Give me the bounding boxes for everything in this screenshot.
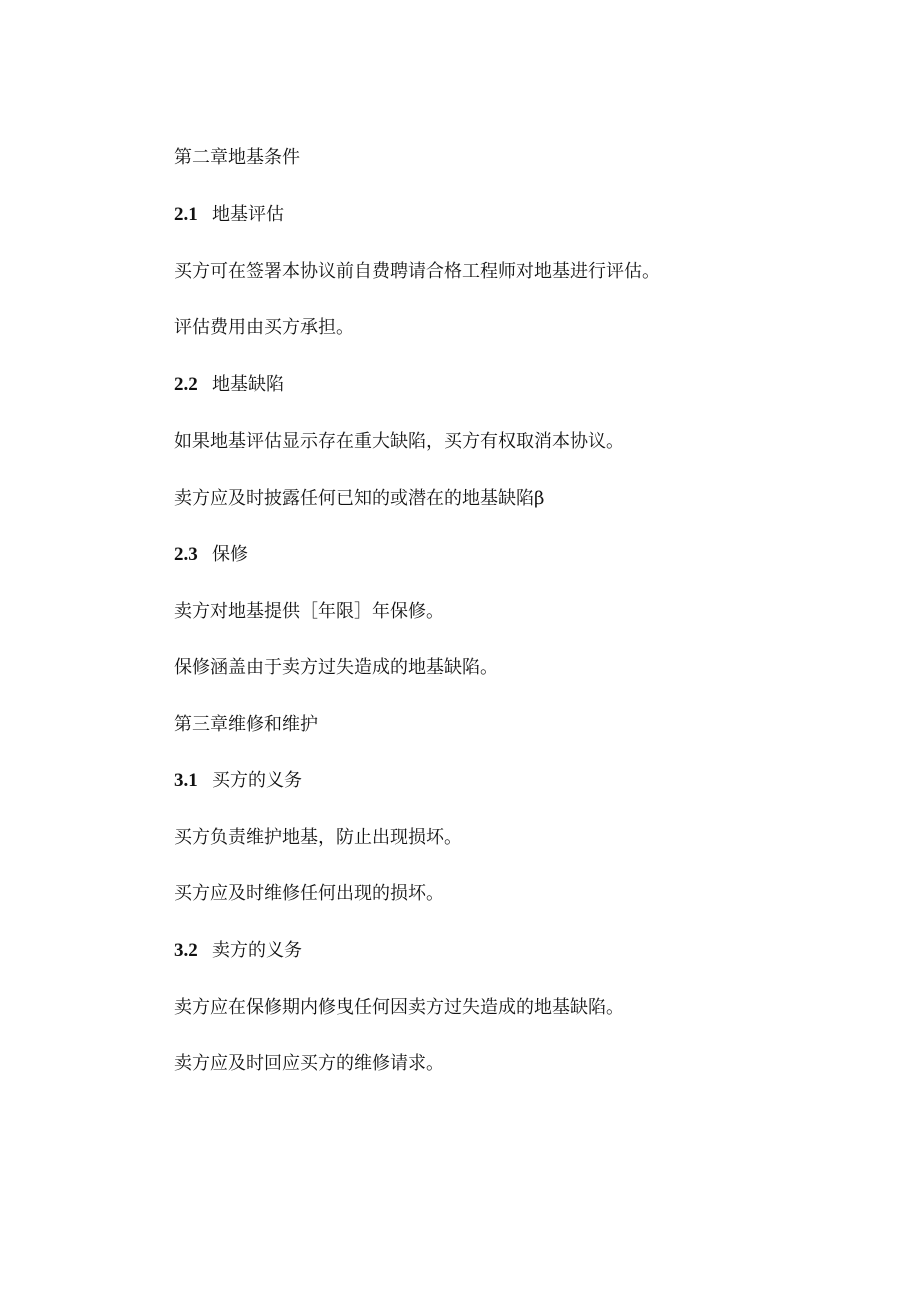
section-title: 卖方的义务	[212, 940, 302, 961]
section-title: 保修	[212, 544, 248, 565]
paragraph: 卖方应及时披露任何已知的或潜在的地基缺陷β	[174, 488, 545, 509]
section-2-2-heading	[174, 373, 284, 397]
section-number: 3.2	[174, 940, 198, 961]
paragraph: 如果地基评估显示存在重大缺陷，买方有权取消本协议。	[174, 431, 624, 452]
paragraph: 买方负责维护地基，防止出现损坏。	[174, 827, 462, 848]
chapter-3-heading: 第三章维修和维护	[174, 714, 318, 735]
section-number: 2.1	[174, 204, 198, 225]
section-3-2-heading	[174, 939, 302, 963]
section-number: 3.1	[174, 770, 198, 791]
section-title: 地基缺陷	[212, 374, 284, 395]
paragraph: 卖方应在保修期内修曳任何因卖方过失造成的地基缺陷。	[174, 997, 624, 1018]
section-3-1-heading	[174, 769, 302, 793]
section-2-3-heading	[174, 543, 248, 567]
paragraph: 卖方应及时回应买方的维修请求。	[174, 1053, 444, 1074]
paragraph: 买方应及时维修任何出现的损坏。	[174, 883, 444, 904]
chapter-2-heading: 第二章地基条件	[174, 147, 300, 168]
section-title: 买方的义务	[212, 770, 302, 791]
paragraph: 买方可在签署本协议前自费聘请合格工程师对地基进行评估。	[174, 261, 660, 282]
section-number: 2.3	[174, 544, 198, 565]
paragraph: 保修涵盖由于卖方过失造成的地基缺陷。	[174, 657, 498, 678]
section-title: 地基评估	[212, 204, 284, 225]
section-number: 2.2	[174, 374, 198, 395]
paragraph: 卖方对地基提供［年限］年保修。	[174, 601, 444, 622]
section-2-1-heading	[174, 203, 284, 227]
paragraph: 评估费用由买方承担。	[174, 317, 354, 338]
